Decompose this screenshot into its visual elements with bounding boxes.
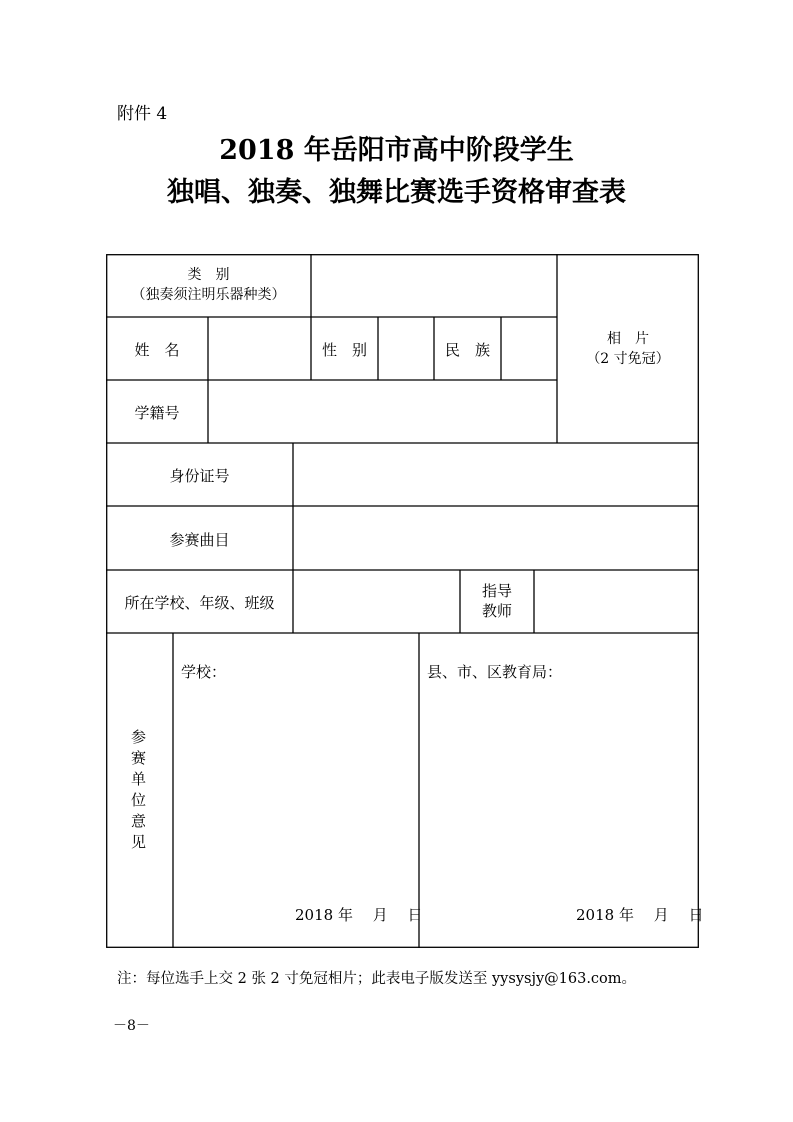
id-card-label: 身份证号 — [169, 467, 230, 485]
piece-input[interactable] — [294, 507, 698, 569]
page-title: 2018 年岳阳市高中阶段学生 — [219, 135, 574, 166]
bureau-opinion-label: 县、市、区教育局： — [427, 663, 563, 681]
ethnicity-input[interactable] — [502, 318, 556, 379]
teacher-input[interactable] — [535, 571, 698, 632]
attachment-label: 附件 4 — [117, 104, 168, 124]
student-id-input[interactable] — [209, 381, 556, 442]
bureau-opinion-area[interactable] — [420, 634, 704, 947]
school-opinion-area[interactable] — [174, 634, 423, 947]
photo-label: 相 片 — [607, 331, 649, 347]
photo-hint: （2 寸免冠） — [586, 351, 670, 367]
id-card-input[interactable] — [294, 444, 698, 505]
category-label: 类 别 — [187, 267, 230, 283]
school-class-input[interactable] — [294, 571, 459, 632]
school-opinion-date: 2018 年 月 日 — [295, 906, 423, 924]
page-subtitle: 独唱、独奏、独舞比赛选手资格审查表 — [167, 177, 626, 208]
ethnicity-label: 民 族 — [444, 341, 490, 359]
photo-box[interactable] — [558, 329, 698, 369]
piece-label: 参赛曲目 — [169, 531, 230, 549]
bureau-opinion-date: 2018 年 月 日 — [576, 906, 704, 924]
page-number: －8－ — [113, 1018, 150, 1034]
name-label: 姓 名 — [134, 341, 180, 359]
name-input[interactable] — [209, 318, 310, 379]
school-class-label: 所在学校、年级、班级 — [124, 594, 275, 612]
opinion-label: 参赛单位意见 — [129, 729, 147, 855]
teacher-label-line1: 指导 — [481, 582, 512, 600]
footnote: 注：每位选手上交 2 张 2 寸免冠相片；此表电子版发送至 yysysjy@163.com。 — [117, 971, 637, 987]
category-input[interactable] — [312, 255, 556, 316]
teacher-label-line2: 教师 — [481, 602, 512, 620]
student-id-label: 学籍号 — [134, 404, 180, 422]
category-field-label — [106, 265, 311, 305]
qualification-table — [106, 254, 704, 948]
gender-label: 性 别 — [321, 341, 367, 359]
teacher-label — [460, 581, 534, 621]
category-hint: （独奏须注明乐器种类） — [131, 287, 286, 303]
gender-input[interactable] — [379, 318, 433, 379]
school-opinion-label: 学校： — [181, 663, 227, 681]
